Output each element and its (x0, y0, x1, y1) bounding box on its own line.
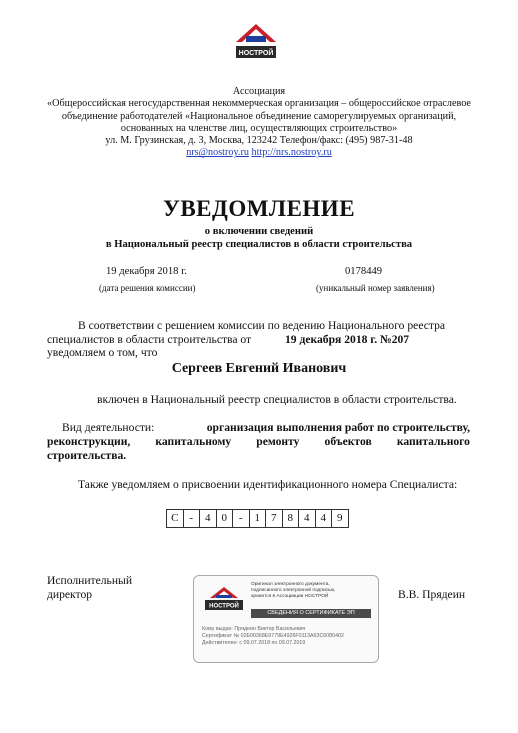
para-line: В соответствии с решением комиссии по ведению Национального реестра (78, 319, 446, 332)
org-line: основанных на членстве лиц, осуществляющих строительство» (120, 122, 398, 134)
org-contacts (0, 147, 518, 159)
activity-line: строительства. (47, 449, 127, 462)
website-link[interactable]: http://nrs.nostroy.ru (251, 147, 332, 159)
certificate-number (167, 509, 349, 528)
decision-date: 19 декабря 2018 г. (106, 266, 187, 277)
nostroy-logo (232, 22, 280, 70)
activity-word: капитальному (155, 435, 232, 448)
stamp-certificate: Сертификат № 02E00368E9779E4926F0113A63C6080402 (202, 633, 344, 639)
inclusion-statement: включен в Национальный реестр специалистов в области строительства. (97, 393, 457, 406)
cert-char: 4 (298, 509, 316, 528)
cert-char: - (232, 509, 250, 528)
cert-char: 0 (216, 509, 234, 528)
specialist-name: Сергеев Евгений Иванович (171, 361, 347, 376)
application-number-caption: (уникальный номер заявления) (316, 283, 435, 293)
activity-line (47, 435, 470, 449)
activity-line: организация выполнения работ по строительству, (206, 421, 470, 434)
org-address: ул. М. Грузинская, д. 3, Москва, 123242 Телефон/факс: (495) 987-31-48 (105, 135, 413, 147)
org-line: объединение работодателей «Национальное объединение саморегулируемых организаций, (61, 110, 457, 122)
signatory-name: В.В. Прядеин (398, 588, 466, 601)
e-signature-stamp (193, 575, 379, 663)
cert-char: 1 (249, 509, 267, 528)
cert-char: 8 (282, 509, 300, 528)
organization-header (0, 86, 518, 160)
stamp-validity: Действителен: с 09.07.2018 по 09.07.2019 (202, 640, 306, 646)
activity-word: ремонту (256, 435, 300, 448)
logo-text: НОСТРОЙ (238, 50, 274, 57)
email-link[interactable]: nrs@nostroy.ru (186, 147, 249, 159)
id-assignment-text: Также уведомляем о присвоении идентификационного номера Специалиста: (78, 478, 458, 491)
application-number: 0178449 (345, 266, 383, 277)
cert-char: 7 (265, 509, 283, 528)
cert-char: 9 (331, 509, 349, 528)
para-line: специалистов в области строительства от (47, 333, 252, 346)
signatory-role: директор (47, 588, 93, 601)
stamp-details (202, 626, 374, 647)
activity-word: капитального (396, 435, 470, 448)
stamp-text-line: Оригинал электронного документа, (251, 582, 330, 587)
stamp-text-line: подписанного электронной подписью, (251, 588, 336, 593)
cert-char: - (183, 509, 201, 528)
cert-char: С (166, 509, 184, 528)
activity-label: Вид деятельности: (62, 421, 155, 434)
stamp-band: СВЕДЕНИЯ О СЕРТИФИКАТЕ ЭП (251, 609, 371, 618)
cert-char: 4 (315, 509, 333, 528)
stamp-logo-text: НОСТРОЙ (209, 603, 239, 610)
decision-date-caption: (дата решения комиссии) (99, 283, 196, 293)
notice-subtitle (0, 225, 518, 251)
stamp-issued-to: Кому выдан: Прядеин Виктор Васильевич (202, 626, 306, 632)
para-line: уведомляем о том, что (47, 346, 158, 359)
stamp-header (251, 582, 376, 600)
cert-char: 4 (199, 509, 217, 528)
signatory-role: Исполнительный (47, 574, 133, 587)
org-line: Ассоциация (232, 86, 286, 97)
activity-word: объектов (324, 435, 372, 448)
stamp-logo (202, 586, 246, 614)
activity-word: реконструкции, (47, 435, 131, 448)
subtitle-line: о включении сведений (204, 226, 314, 237)
stamp-text-line: хранится в Ассоциации НОСТРОЙ (251, 594, 329, 599)
org-line: «Общероссийская негосударственная некоммерческая организация – общероссийское отраслевое (47, 98, 471, 110)
decision-reference: 19 декабря 2018 г. №207 (285, 333, 410, 346)
notice-title: УВЕДОМЛЕНИЕ (162, 196, 356, 221)
subtitle-line: в Национальный реестр специалистов в области строительства (105, 239, 413, 250)
